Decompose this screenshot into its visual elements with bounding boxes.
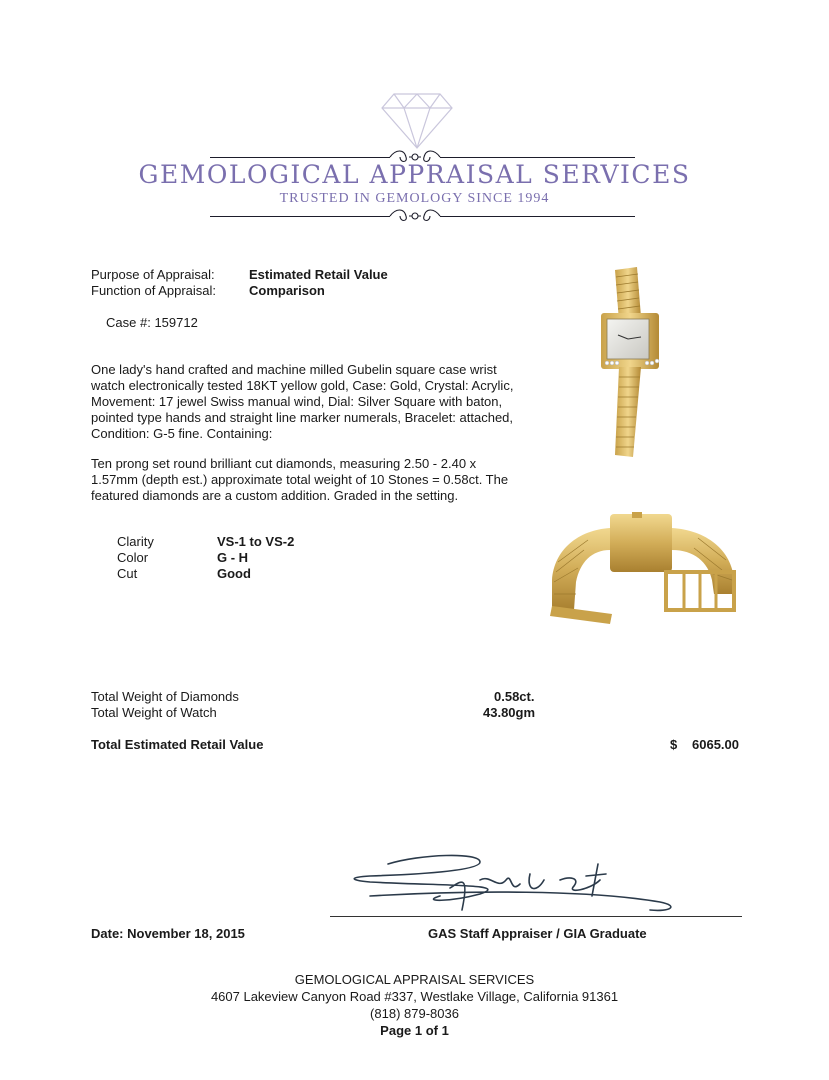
clarity-label: Clarity <box>117 534 154 549</box>
watch-weight-label: Total Weight of Watch <box>91 705 217 720</box>
watch-clasp-photo <box>548 510 748 625</box>
cut-label: Cut <box>117 566 138 581</box>
watch-front-photo <box>585 265 675 460</box>
appraisal-date: Date: November 18, 2015 <box>91 926 245 941</box>
color-value: G - H <box>217 550 249 565</box>
company-name: GEMOLOGICAL APPRAISAL SERVICES <box>138 160 691 189</box>
company-tagline: TRUSTED IN GEMOLOGY SINCE 1994 <box>279 191 550 206</box>
header-rule-top-left <box>210 157 390 158</box>
cut-value: Good <box>217 566 251 581</box>
diamond-weight-value: 0.58ct. <box>494 689 535 704</box>
retail-value-amount: 6065.00 <box>692 737 739 752</box>
clarity-value: VS-1 to VS-2 <box>217 534 295 549</box>
retail-value-label: Total Estimated Retail Value <box>91 737 264 752</box>
footer-company: GEMOLOGICAL APPRAISAL SERVICES <box>294 972 535 987</box>
currency-symbol: $ <box>670 737 678 752</box>
diamond-description: Ten prong set round brilliant cut diamonds, measuring 2.50 - 2.40 x 1.57mm (depth est.) approximate total weight of 10 Stones = 0.58ct. The featured diamonds are a custom addition. Graded in the setting. <box>91 456 509 503</box>
header-rule-bottom-right <box>440 216 635 217</box>
color-label: Color <box>117 550 149 565</box>
function-label: Function of Appraisal: <box>91 283 217 298</box>
appraiser-title: GAS Staff Appraiser / GIA Graduate <box>428 926 647 941</box>
case-label: Case #: <box>106 315 151 330</box>
footer-address: 4607 Lakeview Canyon Road #337, Westlake Village, California 91361 <box>210 989 619 1004</box>
page-number: Page 1 of 1 <box>380 1023 449 1038</box>
watch-weight-value: 43.80gm <box>483 705 536 720</box>
header-rule-bottom-left <box>210 216 390 217</box>
purpose-label: Purpose of Appraisal: <box>91 267 215 282</box>
flourish-ornament-bottom <box>388 206 442 226</box>
purpose-value: Estimated Retail Value <box>249 267 388 282</box>
header-rule-top-right <box>440 157 635 158</box>
case-number <box>106 315 198 331</box>
appraiser-signature <box>330 850 730 920</box>
item-description: One lady's hand crafted and machine milled Gubelin square case wrist watch electronically tested 18KT yellow gold, Case: Gold, Crystal: Acrylic, Movement: 17 jewel Swiss manual wind, Dial: Silver Square with baton, pointed type hands and straight line marker numerals, Bracelet: attached, Condition: G-5 fine. Containing: <box>91 362 514 441</box>
footer-phone: (818) 879-8036 <box>370 1006 459 1021</box>
function-value: Comparison <box>249 283 325 298</box>
case-value: 159712 <box>154 315 198 330</box>
diamond-outline-icon <box>380 92 454 150</box>
signature-line <box>330 916 742 917</box>
diamond-weight-label: Total Weight of Diamonds <box>91 689 239 704</box>
